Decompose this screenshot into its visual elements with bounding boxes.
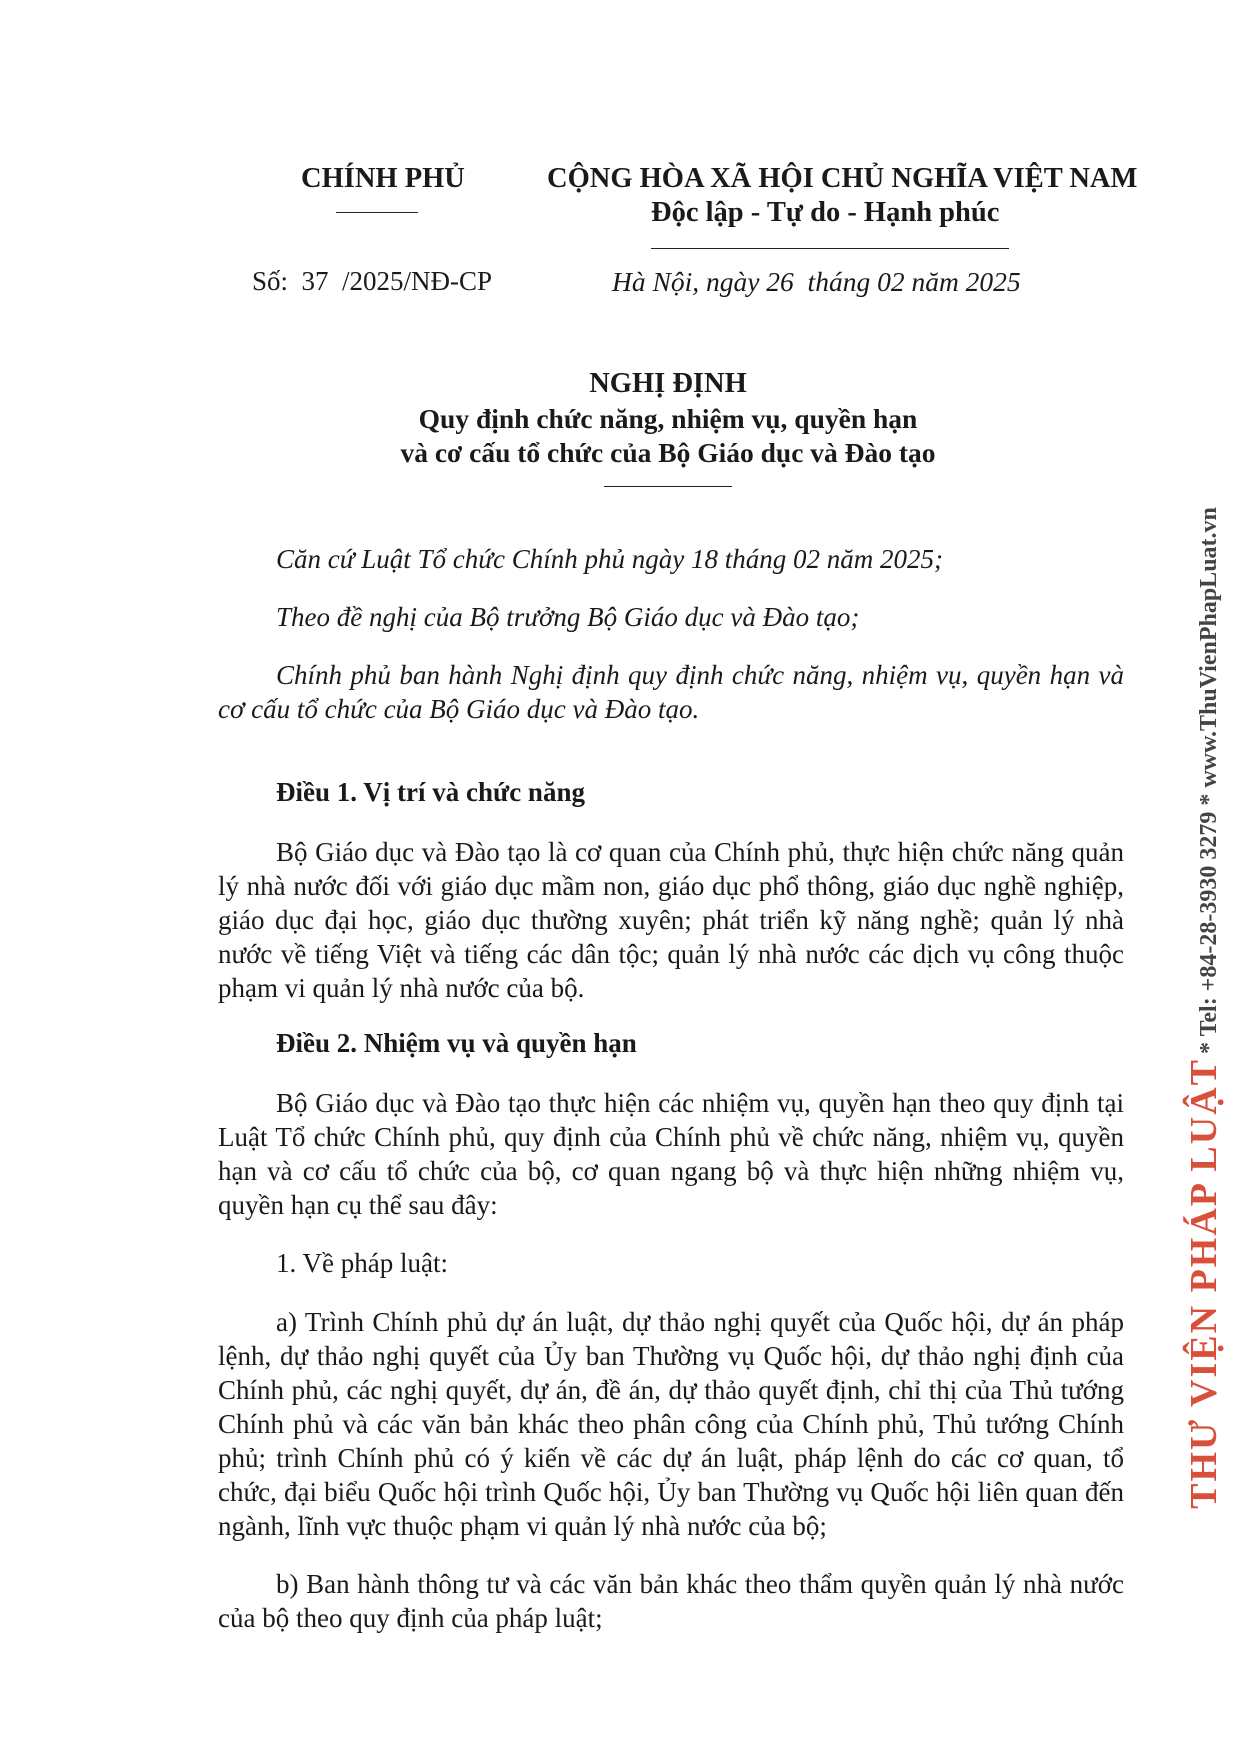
- title-underline: [604, 486, 732, 487]
- document-type: NGHỊ ĐỊNH: [589, 368, 747, 399]
- document-title-line1: Quy định chức năng, nhiệm vụ, quyền hạn: [418, 403, 918, 434]
- article-2-heading: Điều 2. Nhiệm vụ và quyền hạn: [276, 1028, 637, 1058]
- legal-basis: Căn cứ Luật Tổ chức Chính phủ ngày 18 tháng 02 năm 2025;: [276, 544, 943, 574]
- watermark-contact: * Tel: +84-28-3930 3279 * www.ThuVienPhapLuat.vn: [1196, 507, 1222, 1054]
- document-number: Số: 37 /2025/NĐ-CP: [252, 266, 493, 296]
- article-1-text: Bộ Giáo dục và Đào tạo là cơ quan của Chính phủ, thực hiện chức năng quản lý nhà nước đối với giáo dục mầm non, giáo dục phổ thông, giáo dục nghề nghiệp, giáo dục đại học, giáo dục thường xuyên; phát triển kỹ năng nghề; quản lý nhà nước về tiếng Việt và tiếng các dân tộc; quản lý nhà nước các dịch vụ công thuộc phạm vi quản lý nhà nước của bộ.: [218, 837, 1124, 1003]
- decision-clause: Chính phủ ban hành Nghị định quy định chức năng, nhiệm vụ, quyền hạn và cơ cấu tổ chức của Bộ Giáo dục và Đào tạo.: [218, 660, 1124, 724]
- watermark-brand: THƯ VIỆN PHÁP LUẬT: [1183, 1058, 1225, 1509]
- watermark: [1185, 507, 1223, 1509]
- article-2-intro: Bộ Giáo dục và Đào tạo thực hiện các nhiệm vụ, quyền hạn theo quy định tại Luật Tổ chức Chính phủ, quy định của Chính phủ về chức năng, nhiệm vụ, quyền hạn và cơ cấu tổ chức của bộ, cơ quan ngang bộ và thực hiện những nhiệm vụ, quyền hạn cụ thể sau đây:: [218, 1088, 1124, 1220]
- proposal-clause: Theo đề nghị của Bộ trưởng Bộ Giáo dục và Đào tạo;: [276, 602, 860, 632]
- item-a: a) Trình Chính phủ dự án luật, dự thảo nghị quyết của Quốc hội, dự án pháp lệnh, dự thảo nghị quyết của Ủy ban Thường vụ Quốc hội, dự thảo nghị định của Chính phủ, các nghị quyết, dự án, đề án, dự thảo quyết định, chỉ thị của Thủ tướng Chính phủ và các văn bản khác theo phân công của Chính phủ, Thủ tướng Chính phủ; trình Chính phủ có ý kiến về các dự án luật, pháp lệnh do các cơ quan, tổ chức, đại biểu Quốc hội trình Quốc hội, Ủy ban Thường vụ Quốc hội liên quan đến ngành, lĩnh vực thuộc phạm vi quản lý nhà nước của bộ;: [218, 1307, 1124, 1541]
- document-title-line2: và cơ cấu tổ chức của Bộ Giáo dục và Đào tạo: [400, 437, 936, 468]
- item-b: b) Ban hành thông tư và các văn bản khác theo thẩm quyền quản lý nhà nước của bộ theo quy định của pháp luật;: [218, 1569, 1124, 1633]
- nation-name: CỘNG HÒA XÃ HỘI CHỦ NGHĨA VIỆT NAM: [547, 163, 1138, 194]
- section-1-heading: 1. Về pháp luật:: [276, 1248, 448, 1278]
- national-motto: Độc lập - Tự do - Hạnh phúc: [651, 197, 1000, 228]
- agency-underline: [336, 212, 418, 213]
- issuing-agency: CHÍNH PHỦ: [301, 163, 465, 194]
- motto-underline: [651, 248, 1009, 249]
- article-1-heading: Điều 1. Vị trí và chức năng: [276, 777, 585, 807]
- place-and-date: Hà Nội, ngày 26 tháng 02 năm 2025: [612, 266, 1021, 297]
